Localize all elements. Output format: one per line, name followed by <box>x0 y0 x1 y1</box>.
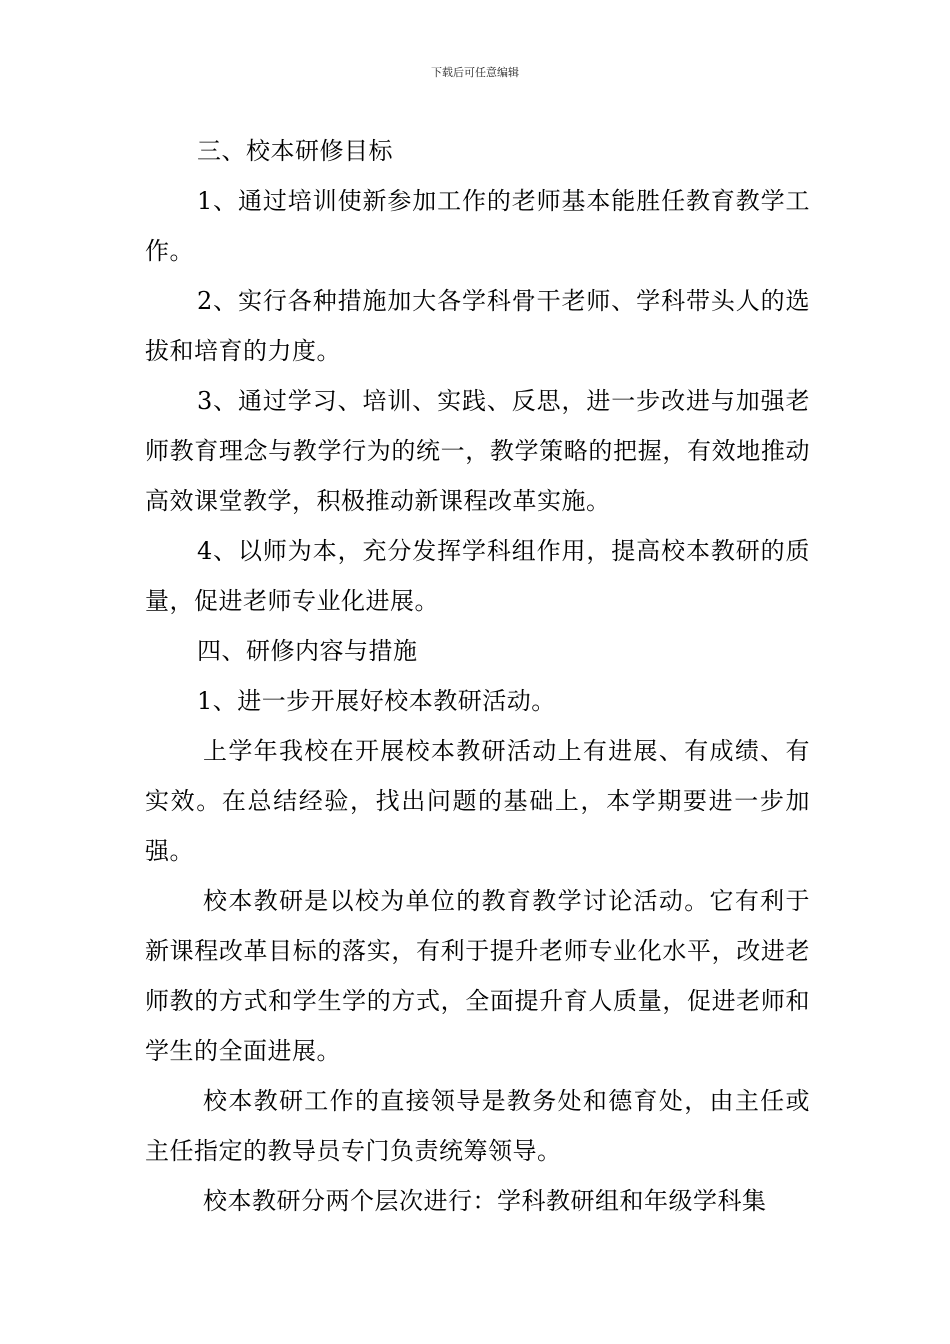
document-body <box>145 126 810 1226</box>
paragraph-two-levels: 校本教研分两个层次进行：学科教研组和年级学科集 <box>203 1187 767 1215</box>
paragraph-measure-1: 1、进一步开展好校本教研活动。 <box>197 687 556 715</box>
paragraph-objective-2: 2、实行各种措施加大各学科骨干老师、学科带头人的选拔和培育的力度。 <box>145 287 810 365</box>
paragraph-objective-1: 1、通过培训使新参加工作的老师基本能胜任教育教学工作。 <box>145 187 810 265</box>
paragraph-objective-4: 4、以师为本，充分发挥学科组作用，提高校本教研的质量，促进老师专业化进展。 <box>145 537 810 615</box>
section-heading-objectives: 三、校本研修目标 <box>197 137 393 165</box>
paragraph-objective-3: 3、通过学习、培训、实践、反思，进一步改进与加强老师教育理念与教学行为的统一，教学策略的把握，有效地推动高效课堂教学，积极推动新课程改革实施。 <box>145 387 810 515</box>
paragraph-leadership: 校本教研工作的直接领导是教务处和德育处，由主任或主任指定的教导员专门负责统筹领导。 <box>145 1087 810 1165</box>
paragraph-school-research-definition: 校本教研是以校为单位的教育教学讨论活动。它有利于新课程改革目标的落实，有利于提升老师专业化水平，改进老师教的方式和学生学的方式，全面提升育人质量，促进老师和学生的全面进展。 <box>145 887 810 1065</box>
header-note: 下载后可任意编辑 <box>431 66 519 79</box>
paragraph-last-year-progress: 上学年我校在开展校本教研活动上有进展、有成绩、有实效。在总结经验，找出问题的基础上，本学期要进一步加强。 <box>145 737 810 865</box>
section-heading-content-measures: 四、研修内容与措施 <box>197 637 418 665</box>
